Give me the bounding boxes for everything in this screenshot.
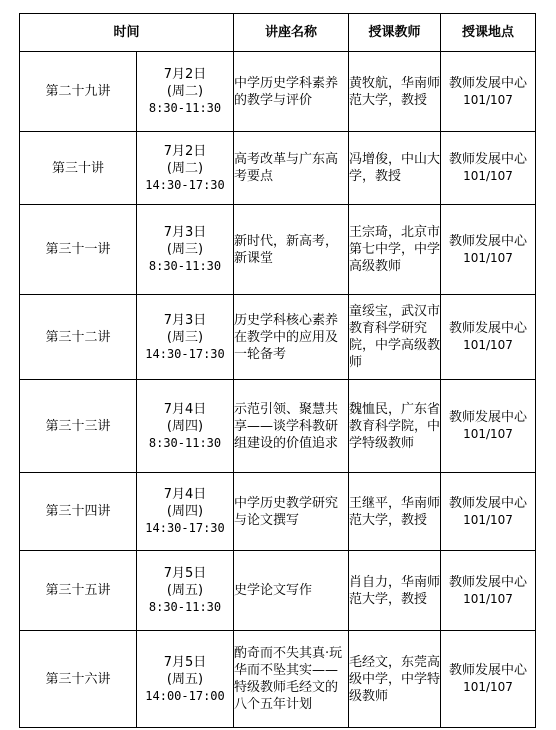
lecture-date: 7月5日: [163, 566, 207, 581]
lecture-weekday: (周四): [166, 504, 204, 519]
lecture-clock: 14:30-17:30: [145, 521, 225, 535]
place-name: 教师发展中心: [449, 410, 528, 425]
lecture-clock: 8:30-11:30: [148, 600, 222, 614]
place-room: 101/107: [463, 338, 513, 352]
lecture-date: 7月2日: [163, 143, 207, 159]
lecture-clock: 14:30-17:30: [145, 346, 225, 361]
lecture-weekday: (周二): [166, 84, 204, 99]
lecture-teacher: 魏恤民，广东省教育科学院，中学特级教师: [349, 380, 441, 473]
table-row: [20, 205, 536, 295]
lecture-weekday: (周二): [166, 160, 204, 176]
lecture-time: [137, 205, 234, 295]
place-name: 教师发展中心: [449, 152, 528, 167]
place-room: 101/107: [463, 680, 513, 694]
lecture-place: [441, 631, 536, 728]
lecture-number: 第三十五讲: [20, 551, 137, 631]
lecture-schedule-table: [19, 13, 536, 728]
lecture-number: 第二十九讲: [20, 52, 137, 132]
lecture-topic: 新时代，新高考，新课堂: [234, 205, 349, 295]
header-place: 授课地点: [441, 14, 536, 52]
lecture-weekday: (周三): [166, 242, 204, 257]
place-name: 教师发展中心: [449, 233, 528, 249]
place-room: 101/107: [463, 512, 513, 527]
lecture-clock: 14:30-17:30: [145, 177, 225, 192]
place-room: 101/107: [463, 427, 513, 441]
lecture-weekday: (周四): [166, 418, 204, 434]
lecture-time: [137, 132, 234, 205]
lecture-time: [137, 551, 234, 631]
lecture-teacher: 王继平，华南师范大学，教授: [349, 473, 441, 551]
lecture-date: 7月4日: [163, 487, 207, 502]
lecture-place: [441, 295, 536, 380]
place-name: 教师发展中心: [449, 574, 528, 590]
lecture-teacher: 冯增俊，中山大学，教授: [349, 132, 441, 205]
lecture-clock: 14:00-17:00: [145, 688, 225, 703]
lecture-number: 第三十二讲: [20, 295, 137, 380]
lecture-weekday: (周三): [166, 329, 204, 345]
lecture-number: 第三十六讲: [20, 631, 137, 728]
lecture-topic: 酌奇而不失其真·玩华而不坠其实——特级教师毛经文的八个五年计划: [234, 631, 349, 728]
lecture-place: [441, 132, 536, 205]
lecture-place: [441, 205, 536, 295]
lecture-teacher: 毛经文，东莞高级中学，中学特级教师: [349, 631, 441, 728]
lecture-teacher: 王宗琦，北京市第七中学，中学高级教师: [349, 205, 441, 295]
lecture-number: 第三十讲: [20, 132, 137, 205]
place-name: 教师发展中心: [449, 321, 528, 336]
lecture-clock: 8:30-11:30: [148, 259, 222, 273]
table-row: [20, 551, 536, 631]
lecture-number: 第三十四讲: [20, 473, 137, 551]
table-row: [20, 631, 536, 728]
place-name: 教师发展中心: [449, 75, 528, 91]
lecture-topic: 示范引领、聚慧共享——谈学科教研组建设的价值追求: [234, 380, 349, 473]
lecture-topic: 历史学科核心素养在教学中的应用及一轮备考: [234, 295, 349, 380]
lecture-time: [137, 295, 234, 380]
lecture-topic: 中学历史教学研究与论文撰写: [234, 473, 349, 551]
lecture-place: [441, 380, 536, 473]
lecture-number: 第三十三讲: [20, 380, 137, 473]
lecture-date: 7月3日: [163, 312, 207, 328]
table-row: [20, 473, 536, 551]
lecture-place: [441, 473, 536, 551]
table-row: [20, 132, 536, 205]
lecture-topic: 史学论文写作: [234, 551, 349, 631]
lecture-date: 7月5日: [163, 654, 207, 670]
lecture-weekday: (周五): [166, 583, 204, 598]
lecture-time: [137, 52, 234, 132]
header-time: 时间: [20, 14, 234, 52]
place-name: 教师发展中心: [449, 663, 528, 678]
lecture-time: [137, 631, 234, 728]
lecture-time: [137, 473, 234, 551]
lecture-clock: 8:30-11:30: [148, 435, 222, 450]
header-row: [20, 14, 536, 52]
lecture-place: [441, 52, 536, 132]
lecture-teacher: 肖自力，华南师范大学，教授: [349, 551, 441, 631]
place-room: 101/107: [463, 591, 513, 606]
table-row: [20, 295, 536, 380]
lecture-date: 7月4日: [163, 401, 207, 417]
lecture-topic: 中学历史学科素养的教学与评价: [234, 52, 349, 132]
lecture-clock: 8:30-11:30: [148, 101, 222, 115]
lecture-number: 第三十一讲: [20, 205, 137, 295]
lecture-place: [441, 551, 536, 631]
place-room: 101/107: [463, 169, 513, 183]
header-topic: 讲座名称: [234, 14, 349, 52]
lecture-date: 7月2日: [163, 67, 207, 82]
place-room: 101/107: [463, 92, 513, 107]
place-room: 101/107: [463, 250, 513, 265]
lecture-teacher: 童绥宝，武汉市教育科学研究院，中学高级教师: [349, 295, 441, 380]
lecture-weekday: (周五): [166, 671, 204, 687]
table-row: [20, 52, 536, 132]
place-name: 教师发展中心: [449, 495, 528, 511]
header-teacher: 授课教师: [349, 14, 441, 52]
lecture-time: [137, 380, 234, 473]
lecture-date: 7月3日: [163, 225, 207, 240]
table-row: [20, 380, 536, 473]
lecture-topic: 高考改革与广东高考要点: [234, 132, 349, 205]
lecture-teacher: 黄牧航，华南师范大学，教授: [349, 52, 441, 132]
